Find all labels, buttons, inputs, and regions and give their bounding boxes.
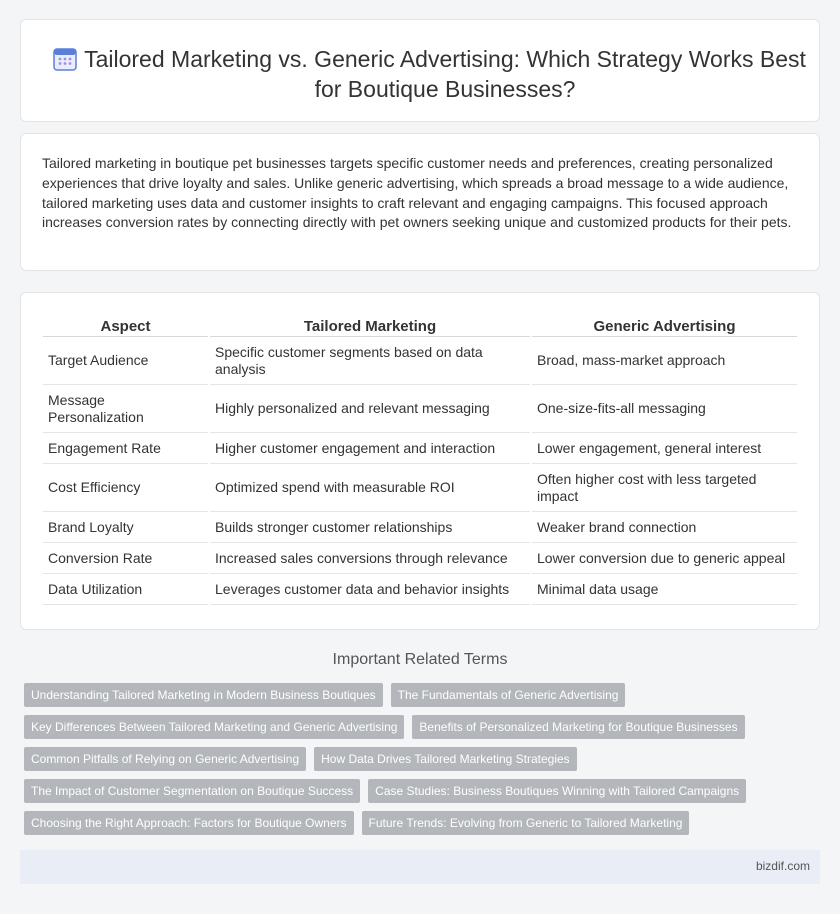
footer: [20, 850, 820, 884]
cell-aspect: Message Personalization: [43, 385, 208, 433]
cell-tailored: Higher customer engagement and interaction: [210, 433, 530, 464]
calendar-icon: [52, 46, 78, 72]
comparison-card: [20, 292, 820, 630]
cell-generic: Minimal data usage: [532, 574, 797, 605]
related-term-link[interactable]: Key Differences Between Tailored Marketing and Generic Advertising: [24, 715, 404, 739]
intro-card: [20, 133, 820, 271]
cell-tailored: Optimized spend with measurable ROI: [210, 464, 530, 512]
related-term-link[interactable]: The Fundamentals of Generic Advertising: [391, 683, 626, 707]
table-row: [43, 433, 797, 464]
cell-generic: Lower engagement, general interest: [532, 433, 797, 464]
site-name[interactable]: bizdif.com: [755, 859, 810, 873]
title-card: [20, 19, 820, 122]
table-row: [43, 337, 797, 385]
cell-tailored: Highly personalized and relevant messaging: [210, 385, 530, 433]
related-terms-list: [24, 683, 804, 843]
table-row: [43, 464, 797, 512]
related-term-link[interactable]: Understanding Tailored Marketing in Modern Business Boutiques: [24, 683, 383, 707]
intro-text: Tailored marketing in boutique pet businesses targets specific customer needs and preferences, creating personalized experiences that drive loyalty and sales. Unlike generic advertising, which spreads a broad message to a wide audience, tailored marketing uses data and customer insights to craft relevant and engaging campaigns. This focused approach increases conversion rates by connecting directly with pet owners seeking unique and customized products for their pets.: [42, 155, 792, 231]
table-row: [43, 512, 797, 543]
cell-generic: One-size-fits-all messaging: [532, 385, 797, 433]
cell-generic: Lower conversion due to generic appeal: [532, 543, 797, 574]
header-generic: Generic Advertising: [532, 315, 797, 337]
related-terms-title: Important Related Terms: [332, 651, 508, 668]
table-row: [43, 574, 797, 605]
cell-generic: Broad, mass-market approach: [532, 337, 797, 385]
related-term-link[interactable]: Case Studies: Business Boutiques Winning with Tailored Campaigns: [368, 779, 746, 803]
related-term-link[interactable]: The Impact of Customer Segmentation on Boutique Success: [24, 779, 360, 803]
table-header-row: [43, 315, 797, 337]
cell-aspect: Engagement Rate: [43, 433, 208, 464]
tag-row: [24, 811, 804, 835]
cell-tailored: Increased sales conversions through relevance: [210, 543, 530, 574]
page-title: Tailored Marketing vs. Generic Advertising: Which Strategy Works Best for Boutique Businesses?: [84, 46, 806, 102]
related-term-link[interactable]: How Data Drives Tailored Marketing Strategies: [314, 747, 577, 771]
cell-generic: Often higher cost with less targeted impact: [532, 464, 797, 512]
related-term-link[interactable]: Future Trends: Evolving from Generic to Tailored Marketing: [362, 811, 690, 835]
cell-aspect: Cost Efficiency: [43, 464, 208, 512]
comparison-table: [41, 315, 799, 605]
tag-row: [24, 715, 804, 739]
related-term-link[interactable]: Common Pitfalls of Relying on Generic Advertising: [24, 747, 306, 771]
cell-aspect: Brand Loyalty: [43, 512, 208, 543]
cell-tailored: Specific customer segments based on data analysis: [210, 337, 530, 385]
cell-aspect: Data Utilization: [43, 574, 208, 605]
table-row: [43, 543, 797, 574]
tag-row: [24, 779, 804, 803]
cell-generic: Weaker brand connection: [532, 512, 797, 543]
cell-tailored: Leverages customer data and behavior insights: [210, 574, 530, 605]
cell-tailored: Builds stronger customer relationships: [210, 512, 530, 543]
tag-row: [24, 747, 804, 771]
header-tailored: Tailored Marketing: [210, 315, 530, 337]
related-term-link[interactable]: Choosing the Right Approach: Factors for Boutique Owners: [24, 811, 354, 835]
header-aspect: Aspect: [43, 315, 208, 337]
cell-aspect: Target Audience: [43, 337, 208, 385]
cell-aspect: Conversion Rate: [43, 543, 208, 574]
tag-row: [24, 683, 804, 707]
related-term-link[interactable]: Benefits of Personalized Marketing for Boutique Businesses: [412, 715, 744, 739]
table-row: [43, 385, 797, 433]
